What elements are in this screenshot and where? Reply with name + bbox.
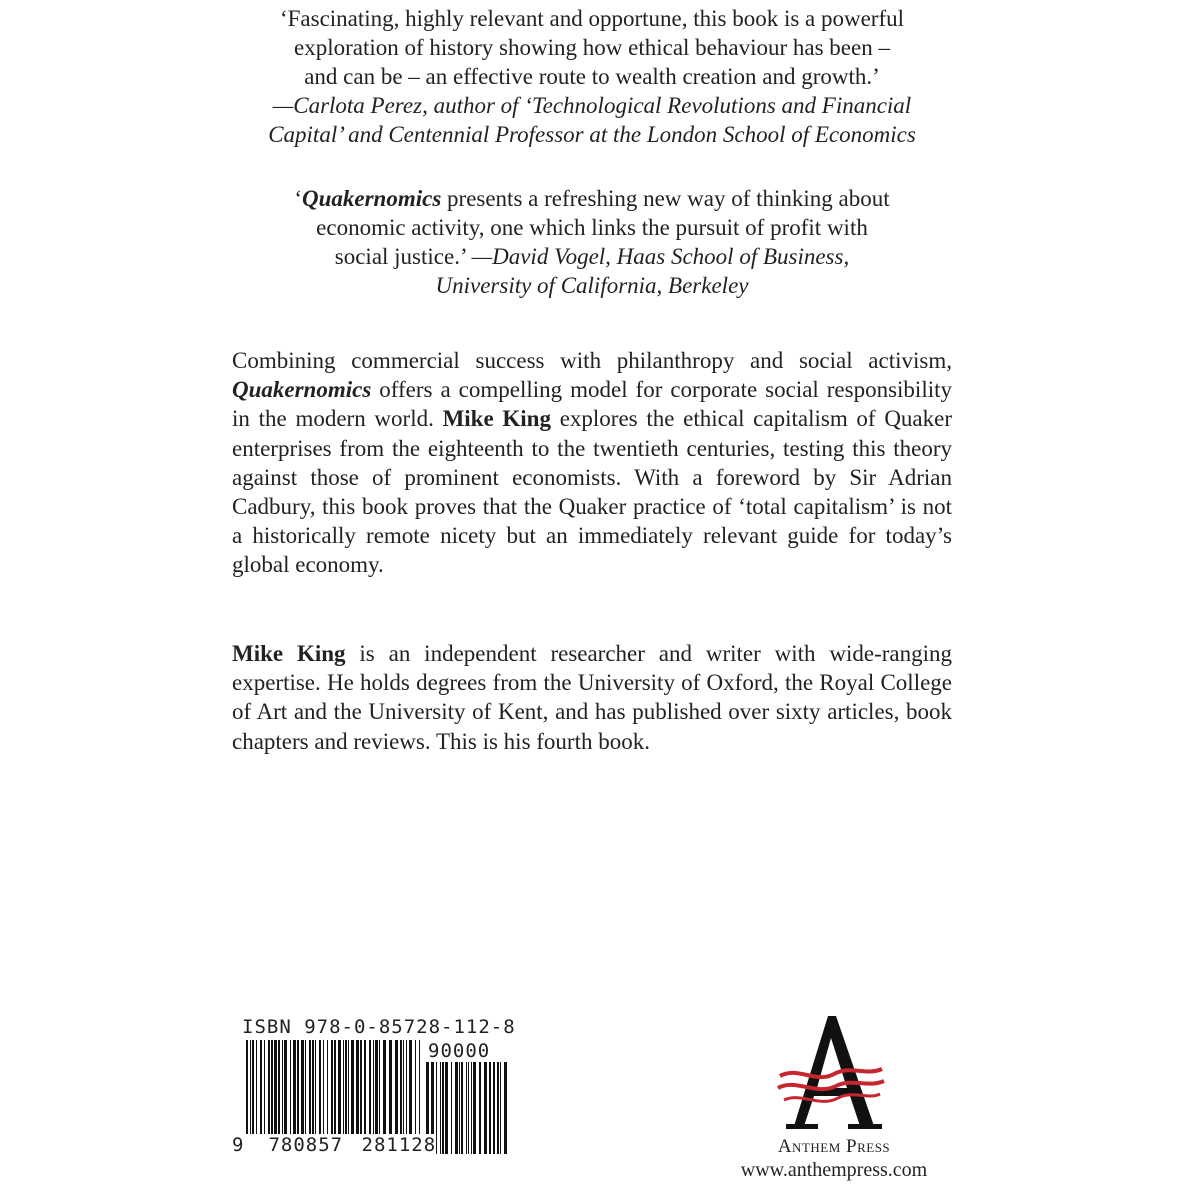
- quote-2-line-1: [232, 184, 952, 213]
- barcode-bar: [375, 1040, 378, 1140]
- publisher-url: www.anthempress.com: [740, 1159, 928, 1181]
- quote-1-line-2: exploration of history showing how ethical behaviour has been –: [294, 35, 890, 60]
- publisher-block: [720, 1014, 960, 1181]
- desc-part-a: Combining commercial success with philanthropy and social activism,: [232, 348, 952, 373]
- barcode-bar: [293, 1040, 296, 1140]
- barcode-bar: [351, 1040, 354, 1140]
- desc-book-title: Quakernomics: [232, 377, 372, 403]
- barcode-bar: [282, 1040, 283, 1140]
- barcode-bar: [290, 1040, 291, 1140]
- barcode-bar: [479, 1062, 481, 1154]
- quote-2-attribution-a: —David Vogel, Haas School of Business,: [471, 244, 850, 269]
- barcode-bar: [373, 1040, 374, 1140]
- barcode-bar: [348, 1040, 349, 1140]
- barcode-bar: [403, 1040, 404, 1140]
- barcode-bar: [356, 1040, 359, 1140]
- barcode-bar: [252, 1040, 254, 1140]
- barcode-bar: [360, 1040, 362, 1140]
- barcode-bar: [395, 1040, 398, 1140]
- barcode-bar: [345, 1040, 347, 1140]
- barcode-bar: [445, 1062, 448, 1154]
- quote-1-attribution-2: Capital’ and Centennial Professor at the London School of Economics: [268, 122, 916, 147]
- barcode-bar: [406, 1040, 407, 1140]
- barcode-bar: [497, 1062, 499, 1154]
- barcode-bar: [409, 1040, 412, 1140]
- book-description: [232, 346, 952, 580]
- barcode-bar: [327, 1040, 328, 1140]
- barcode-bar: [309, 1040, 311, 1140]
- barcode-bar: [369, 1040, 371, 1140]
- barcode-bar: [297, 1040, 299, 1140]
- desc-part-b: offers a compelling model for corporate social responsibility in the modern world.: [232, 377, 952, 432]
- quote-2-book-title: Quakernomics: [301, 186, 442, 211]
- barcode-bar: [274, 1040, 277, 1140]
- barcode-bar: [415, 1040, 416, 1140]
- barcode-bar: [264, 1040, 265, 1140]
- barcode-digits-left: 780857: [268, 1134, 344, 1156]
- quote-1-line-1: ‘Fascinating, highly relevant and opportune, this book is a powerful: [279, 6, 905, 31]
- quote-2-line-3: [232, 242, 952, 271]
- endorsement-quote-2: [232, 184, 952, 300]
- barcode-bar: [455, 1062, 458, 1154]
- barcode-bar: [461, 1062, 463, 1154]
- barcode-bar: [451, 1062, 452, 1154]
- author-bio: [232, 639, 952, 756]
- publisher-name: Anthem Press: [777, 1136, 891, 1157]
- barcode-bar: [319, 1040, 321, 1140]
- barcode-bar: [440, 1062, 441, 1154]
- isbn-barcode: [232, 1016, 517, 1156]
- desc-author-name: Mike King: [442, 406, 551, 432]
- barcode-bar: [260, 1040, 262, 1140]
- barcode-bar: [389, 1040, 392, 1140]
- barcode-bar: [504, 1062, 507, 1154]
- barcode-bar: [284, 1040, 287, 1140]
- quote-2-line-3-text: social justice.’: [334, 244, 472, 269]
- anthem-press-logo: [776, 1014, 886, 1132]
- quote-1-attribution-1: —Carlota Perez, author of ‘Technological Revolutions and Financial: [272, 93, 912, 118]
- barcode-bar: [500, 1062, 501, 1154]
- barcode-bar: [343, 1040, 344, 1140]
- barcode-digit-first: 9: [232, 1134, 245, 1156]
- barcode-bar: [364, 1040, 366, 1140]
- isbn-label: ISBN 978-0-85728-112-8: [242, 1016, 516, 1038]
- barcode-bar: [471, 1062, 472, 1154]
- quote-2-line-1-rest: presents a refreshing new way of thinking about: [441, 186, 890, 211]
- bio-text: is an independent researcher and writer with wide-ranging expertise. He holds degrees from the University of Oxford, the Royal College of Art and the University of Kent, and has published over sixty articles, book chapters and reviews. This is his fourth book.: [232, 641, 953, 754]
- barcode-bar: [489, 1062, 491, 1154]
- quote-2-open-mark: ‘: [294, 186, 302, 211]
- barcode-bar: [473, 1062, 476, 1154]
- barcode-bar: [278, 1040, 280, 1140]
- quote-2-line-2: economic activity, one which links the pursuit of profit with: [316, 215, 868, 240]
- barcode-bar: [312, 1040, 314, 1140]
- barcode-bar: [301, 1040, 304, 1140]
- barcode-bar: [305, 1040, 306, 1140]
- barcode-digits-right: 281128: [361, 1134, 437, 1156]
- barcode-bar: [459, 1062, 460, 1154]
- barcode-bar: [484, 1062, 487, 1154]
- barcode-bar: [493, 1062, 495, 1154]
- endorsement-quote-1: [232, 4, 952, 149]
- barcode-bar: [331, 1040, 333, 1140]
- barcode-digits: [232, 1134, 436, 1156]
- barcode-bar: [468, 1062, 469, 1154]
- barcode-bar: [315, 1040, 316, 1140]
- bio-author-name: Mike King: [232, 641, 346, 666]
- barcode-bar: [442, 1062, 444, 1154]
- barcode-bar: [338, 1040, 341, 1140]
- barcode-bar: [466, 1062, 467, 1154]
- barcode-bar: [268, 1040, 270, 1140]
- barcode-bar: [379, 1040, 380, 1140]
- barcode-bar: [383, 1040, 386, 1140]
- barcode-bar: [271, 1040, 273, 1140]
- barcode-bar: [400, 1040, 402, 1140]
- quote-2-attribution-b: University of California, Berkeley: [435, 273, 749, 298]
- barcode-price-code: 90000: [428, 1040, 491, 1062]
- desc-part-c: explores the ethical capitalism of Quaker enterprises from the eighteenth to the twentieth centuries, testing this theory against those of prominent economists. With a foreword by Sir Adrian Cadbury, this book proves that the Quaker practice of ‘total capitalism’ is not a historically remote nicety but an immediately relevant guide for today’s global economy.: [232, 406, 953, 578]
- barcode-bar: [256, 1040, 257, 1140]
- barcode-addon-bars: [426, 1062, 508, 1154]
- barcode-bar: [323, 1040, 324, 1140]
- quote-1-line-3: and can be – an effective route to wealth creation and growth.’: [304, 64, 880, 89]
